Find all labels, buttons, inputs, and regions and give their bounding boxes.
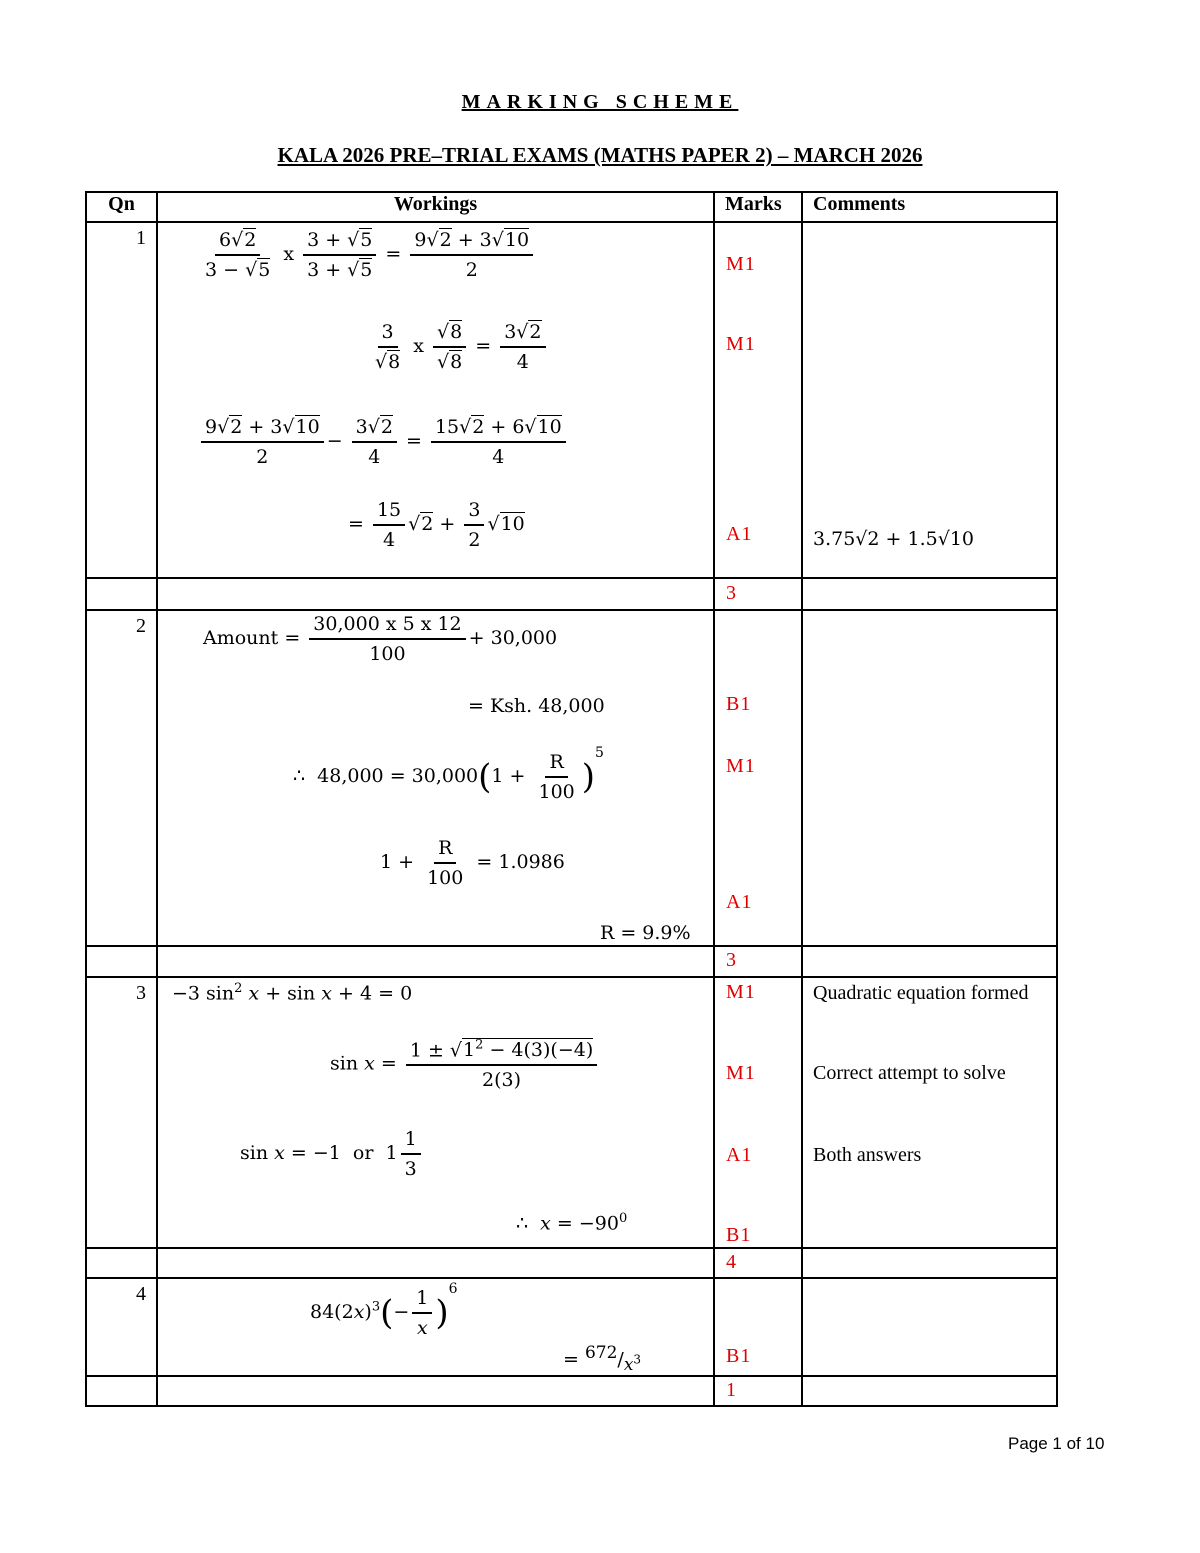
working-line: $\frac{9√2 + 3√10}{2}$ − $\frac{3√2}{4}$ = $\frac{15√2 + 6√10}{4}$ — [198, 416, 569, 468]
mark: A1 — [726, 1144, 753, 1166]
mark: M1 — [726, 253, 756, 275]
question-1-total-row — [86, 578, 1057, 610]
comment: Correct attempt to solve — [813, 1062, 1006, 1084]
question-4-workings — [157, 1278, 714, 1376]
table-header-row — [86, 192, 1057, 222]
working-line: Amount = $\frac{30,000 x 5 x 12}{100}$ + 30,000 — [203, 613, 558, 665]
comment: 3.75√2 + 1.5√10 — [813, 528, 974, 550]
question-2-comments — [802, 610, 1057, 946]
question-4-total-row — [86, 1376, 1057, 1406]
page-number: Page 1 of 10 — [1008, 1434, 1105, 1453]
question-3-marks — [714, 977, 802, 1248]
mark: B1 — [726, 1224, 752, 1246]
working-line: ∴ $x = -90^0$ — [516, 1211, 628, 1235]
mark: M1 — [726, 333, 756, 355]
amount-label: Amount = — [203, 627, 301, 649]
question-1-comments — [802, 222, 1057, 578]
working-line: 1 + $\frac{R}{100}$ = 1.0986 — [380, 837, 565, 889]
question-4-row — [86, 1278, 1057, 1376]
question-2-row — [86, 610, 1057, 946]
question-4-comments — [802, 1278, 1057, 1376]
working-line: sin x = $\frac{1 \pm √1^2 - 4(3)(-4)}{2(3)}$ — [330, 1038, 600, 1091]
header-workings: Workings — [157, 192, 714, 222]
working-line: $84(2x)^3(-$ $\frac{1}{x}$ )$^6$ — [310, 1280, 458, 1339]
mark: A1 — [726, 891, 753, 913]
total-mark: 3 — [726, 582, 737, 604]
working-line: ∴ 48,000 = 30,000(1 + $\frac{R}{100}$ )$^5$ — [293, 744, 604, 803]
total-mark: 4 — [726, 1251, 737, 1273]
mark: B1 — [726, 1345, 752, 1367]
exam-title: KALA 2026 PRE–TRIAL EXAMS (MATHS PAPER 2) – MARCH 2026 — [277, 143, 923, 167]
question-number: 2 — [86, 610, 157, 946]
mark: A1 — [726, 523, 753, 545]
question-1-marks — [714, 222, 802, 578]
question-3-row — [86, 977, 1057, 1248]
comment: Both answers — [813, 1144, 922, 1166]
working-line: $\frac{6√2}{3 - √5}$ x $\frac{3 + √5}{3 + √5}$ = $\frac{9√2 + 3√10}{2}$ — [198, 229, 536, 281]
working-line: sin x = −1 or 1 $\frac{1}{3}$ — [240, 1128, 424, 1180]
question-4-marks — [714, 1278, 802, 1376]
header-comments: Comments — [802, 192, 1057, 222]
question-2-workings — [157, 610, 714, 946]
question-number: 1 — [86, 222, 157, 578]
amount-result: = Ksh. 48,000 — [468, 695, 605, 717]
working-line: = $^{672}/_{x^3}$ — [563, 1343, 642, 1376]
question-3-comments — [802, 977, 1057, 1248]
mark: M1 — [726, 981, 756, 1003]
question-2-marks — [714, 610, 802, 946]
rate-result: R = 9.9% — [600, 922, 691, 944]
comment: Quadratic equation formed — [813, 982, 1029, 1004]
question-number: 3 — [86, 977, 157, 1248]
question-1-row — [86, 222, 1057, 578]
mark: B1 — [726, 693, 752, 715]
question-1-workings — [157, 222, 714, 578]
total-mark: 1 — [726, 1379, 737, 1401]
question-number: 4 — [86, 1278, 157, 1376]
mark: M1 — [726, 1062, 756, 1084]
header-qn: Qn — [86, 192, 157, 222]
total-mark: 3 — [726, 949, 737, 971]
working-line: −3 $\sin^2 x + \sin x + 4 = 0$ — [172, 981, 413, 1005]
mark: M1 — [726, 755, 756, 777]
header-marks: Marks — [714, 192, 802, 222]
question-3-total-row — [86, 1248, 1057, 1278]
working-line: $\frac{3}{√8}$ x $\frac{√8}{√8}$ = $\frac{3√2}{4}$ — [368, 321, 549, 373]
working-line: = $\frac{15}{4}$ √2 + $\frac{3}{2}$ √10 — [348, 499, 525, 551]
question-3-workings — [157, 977, 714, 1248]
marking-table — [85, 191, 1058, 1407]
question-2-total-row — [86, 946, 1057, 977]
marking-scheme-heading: MARKING SCHEME — [461, 91, 739, 113]
